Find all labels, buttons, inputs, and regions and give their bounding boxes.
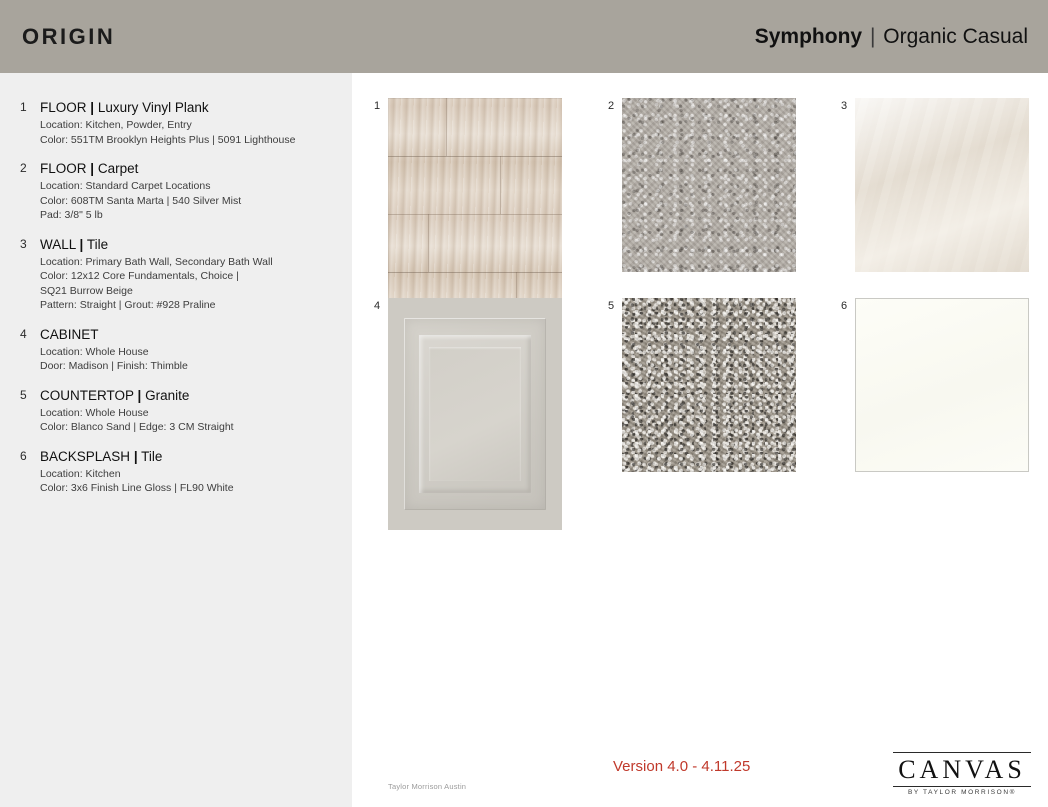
spec-category: CABINET [40, 326, 99, 342]
swatch-1-luxury-vinyl-plank[interactable] [374, 98, 562, 330]
swatch-image-granite [622, 298, 796, 472]
swatch-4-cabinet-door[interactable] [374, 298, 562, 530]
spec-title [40, 387, 334, 404]
spec-category: WALL [40, 236, 76, 252]
spec-separator: | [79, 236, 84, 252]
spec-item-backsplash [20, 448, 334, 496]
swatch-board [352, 73, 1048, 807]
spec-item-countertop [20, 387, 334, 435]
spec-item-floor-lvp [20, 99, 334, 147]
collection-name: Symphony [754, 24, 863, 48]
logo-subtitle: BY TAYLOR MORRISON® [893, 786, 1031, 796]
spec-detail-door: Door: Madison | Finish: Thimble [40, 360, 188, 372]
spec-category: COUNTERTOP [40, 387, 134, 403]
spec-number: 1 [20, 100, 27, 114]
swatch-image-backsplash-tile [855, 298, 1029, 472]
spec-separator: | [137, 387, 142, 403]
swatch-image-wall-tile [855, 98, 1029, 272]
spec-title [40, 326, 334, 343]
spec-detail-location: Location: Whole House [40, 406, 149, 419]
spec-detail-color: Color: 551TM Brooklyn Heights Plus | 5091 Lighthouse [40, 133, 296, 146]
logo-wordmark: CANVAS [898, 755, 1026, 784]
version-label: Version 4.0 - 4.11.25 [613, 758, 751, 775]
spec-title [40, 448, 334, 465]
spec-detail-location: Location: Primary Bath Wall, Secondary Bath Wall [40, 255, 273, 268]
spec-type: Granite [145, 387, 190, 403]
spec-number: 6 [20, 448, 27, 463]
spec-title [40, 236, 334, 253]
spec-number: 3 [20, 236, 27, 251]
spec-separator: | [133, 448, 138, 464]
spec-detail-location: Location: Kitchen, Powder, Entry [40, 119, 192, 131]
swatch-5-granite-countertop[interactable] [608, 298, 796, 472]
specification-list [0, 73, 352, 807]
spec-type: Luxury Vinyl Plank [97, 100, 209, 115]
swatch-number: 6 [841, 300, 848, 312]
spec-type: Tile [86, 236, 109, 252]
spec-type: Tile [141, 448, 163, 464]
spec-title [40, 99, 334, 116]
collection-subtitle: Organic Casual [883, 24, 1028, 48]
swatch-image-carpet [622, 98, 796, 272]
swatch-3-wall-tile[interactable] [841, 98, 1029, 272]
spec-title [40, 160, 334, 177]
community-label: Taylor Morrison Austin [388, 782, 467, 791]
spec-category: FLOOR [40, 100, 87, 115]
swatch-2-carpet[interactable] [608, 98, 796, 272]
spec-separator: | [90, 100, 95, 115]
spec-separator: | [90, 161, 95, 176]
page-header [0, 0, 1048, 73]
collection-title [755, 25, 1028, 49]
spec-number: 2 [20, 161, 27, 175]
spec-detail-color: Color: 608TM Santa Marta | 540 Silver Mist [40, 194, 242, 207]
canvas-logo [893, 752, 1031, 796]
swatch-number: 1 [374, 100, 381, 112]
swatch-number: 3 [841, 100, 848, 112]
swatch-number: 2 [608, 100, 615, 112]
swatch-number: 5 [608, 300, 615, 312]
spec-detail-location: Location: Whole House [40, 345, 149, 358]
spec-item-floor-carpet [20, 160, 334, 223]
spec-type: Carpet [97, 161, 139, 176]
collection-separator: | [869, 24, 876, 48]
spec-number: 4 [20, 326, 27, 341]
spec-detail-color: Color: Blanco Sand | Edge: 3 CM Straight [40, 421, 234, 433]
spec-number: 5 [20, 387, 27, 402]
spec-detail-color: Color: 12x12 Core Fundamentals, Choice | [40, 270, 239, 282]
swatch-image-cabinet-door [388, 298, 562, 530]
spec-detail-pattern: Pattern: Straight | Grout: #928 Praline [40, 299, 216, 311]
spec-detail-location: Location: Standard Carpet Locations [40, 180, 211, 192]
swatch-number: 4 [374, 300, 381, 312]
spec-detail-color-cont: SQ21 Burrow Beige [40, 284, 133, 297]
spec-item-cabinet [20, 326, 334, 374]
brand-title: ORIGIN [22, 23, 116, 49]
spec-category: BACKSPLASH [40, 448, 131, 464]
swatch-image-luxury-vinyl-plank [388, 98, 562, 330]
swatch-6-backsplash-tile[interactable] [841, 298, 1029, 472]
spec-detail-pad: Pad: 3/8" 5 lb [40, 209, 103, 221]
spec-detail-color: Color: 3x6 Finish Line Gloss | FL90 White [40, 482, 234, 494]
spec-detail-location: Location: Kitchen [40, 467, 121, 480]
spec-item-wall-tile [20, 236, 334, 313]
spec-category: FLOOR [40, 161, 87, 176]
